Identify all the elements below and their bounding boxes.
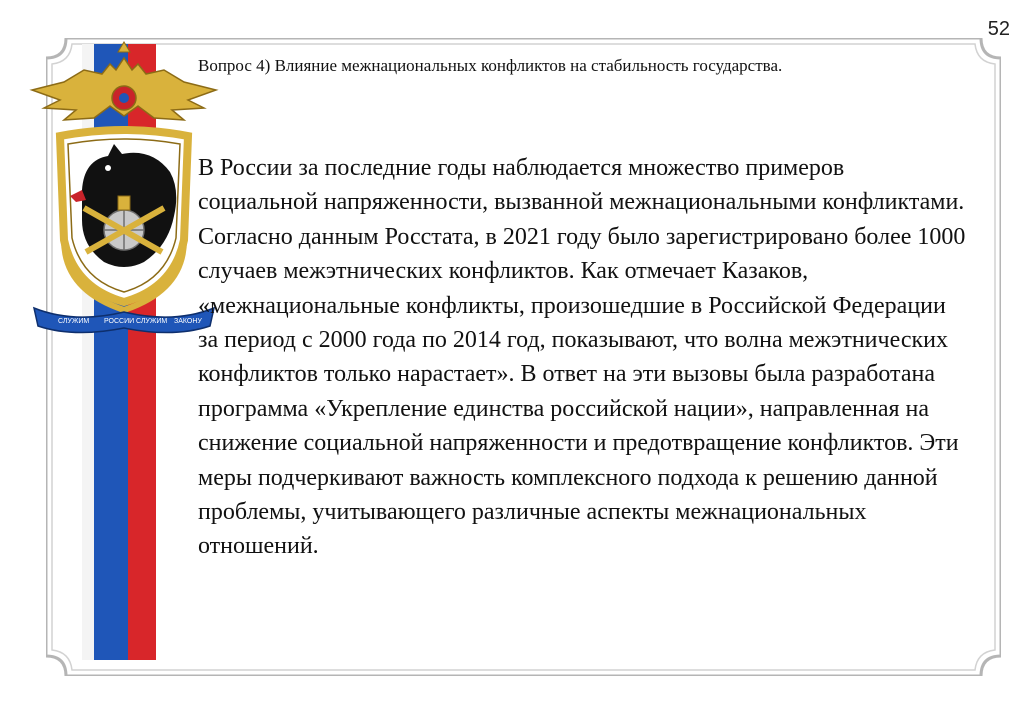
question-heading: Вопрос 4) Влияние межнациональных конфликтов на стабильность государства. bbox=[198, 56, 783, 75]
ribbon-text-mid2: СЛУЖИМ bbox=[136, 318, 168, 325]
ribbon-text-right: ЗАКОНУ bbox=[174, 318, 202, 325]
ribbon-text-left: СЛУЖИМ bbox=[58, 318, 90, 325]
eagle-icon bbox=[32, 42, 216, 120]
ribbon-text-mid: РОССИИ bbox=[104, 318, 135, 325]
body-paragraph: В России за последние годы наблюдается множество примеров социальной напряженности, вызванной межнациональными конфликтами. Согласно данным Росстата, в 2021 году было зарегистрировано более 1000 случаев межэтнических конфликтов. Как отмечает Казаков, «межнациональные конфликты, произошедшие в Российской Федерации за период с 2000 года по 2014 год, показывают, что волна межэтнических конфликтов только нарастает». В ответ на эти вызовы была разработана программа «Укрепление единства российской нации», направленная на снижение социальной напряженности и предотвращение конфликтов. Эти меры подчеркивают важность комплексного подхода к решению данной проблемы, учитывающего различные аспекты межнациональных отношений. bbox=[198, 155, 966, 560]
page-number: 52 bbox=[987, 18, 1010, 40]
police-emblem-icon bbox=[24, 40, 224, 340]
